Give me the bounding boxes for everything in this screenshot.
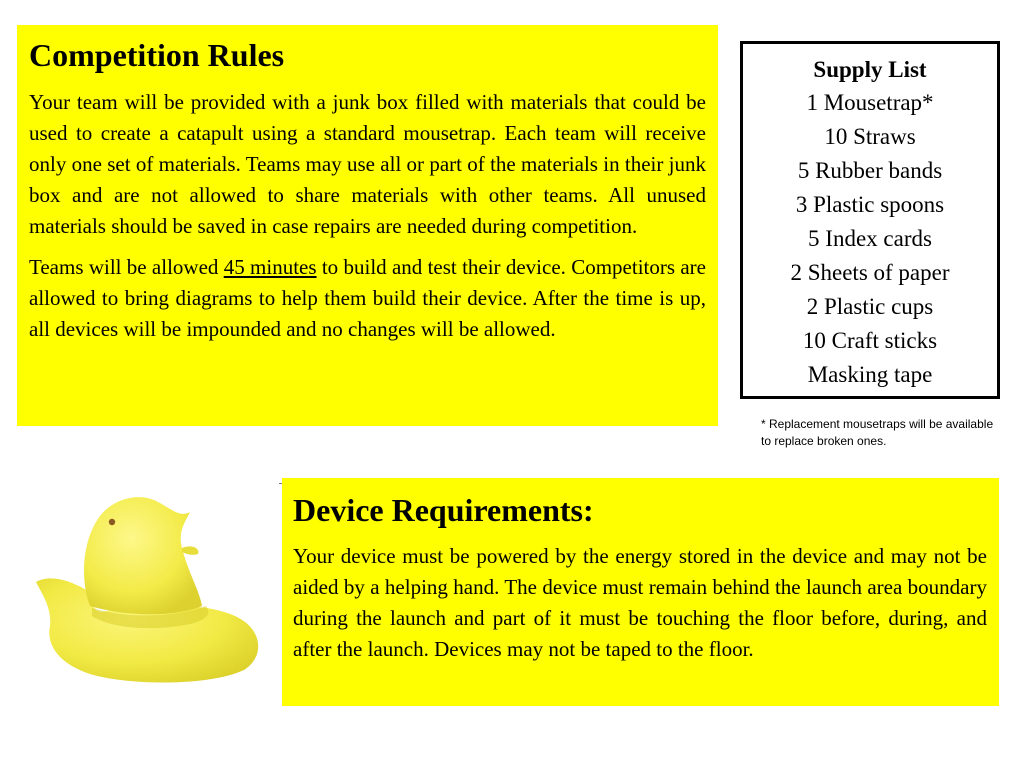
supply-item: 2 Sheets of paper <box>790 260 950 285</box>
supply-item: 5 Rubber bands <box>797 158 943 183</box>
supply-item: 10 Straws <box>824 124 916 149</box>
supply-item: 2 Plastic cups <box>806 294 934 319</box>
marshmallow-chick-image <box>30 488 270 688</box>
device-requirements-panel <box>282 478 999 706</box>
competition-rules-paragraph-1: Your team will be provided with a junk box filled with materials that could be used to create a catapult using a standard mousetrap. Each team will receive only one set of materials. Teams may use all or part of the materials in their junk box and are not allowed to share materials with other teams. All unused materials should be saved in case repairs are needed during competition. <box>29 90 706 238</box>
time-limit-highlight: 45 minutes <box>223 255 317 279</box>
supply-footnote: * Replacement mousetraps will be available to replace broken ones. <box>761 417 994 448</box>
device-requirements-paragraph: Your device must be powered by the energy stored in the device and may not be aided by a helping hand. The device must remain behind the launch area boundary during the launch and part of it must be touching the floor before, during, and after the launch. Devices may not be taped to the floor. <box>293 544 987 661</box>
competition-rules-paragraph-2 <box>29 252 706 345</box>
supply-list-title: Supply List <box>813 57 927 82</box>
supply-item: 1 Mousetrap* <box>806 90 934 115</box>
rules-p2-before: Teams will be allowed <box>29 255 224 279</box>
supply-list-box <box>740 41 1000 399</box>
supply-item: 3 Plastic spoons <box>795 192 945 217</box>
device-requirements-title: Device Requirements: <box>293 492 594 528</box>
supply-item: 10 Craft sticks <box>802 328 938 353</box>
supply-item: 5 Index cards <box>808 226 932 251</box>
rules-p2-after: to build and test their device. Competitors are allowed to bring diagrams to help them build their device. After the time is up, all devices will be impounded and no changes will be allowed. <box>29 255 706 341</box>
competition-rules-panel <box>17 25 718 426</box>
supply-item: Masking tape <box>807 362 933 387</box>
competition-rules-title: Competition Rules <box>29 37 285 73</box>
